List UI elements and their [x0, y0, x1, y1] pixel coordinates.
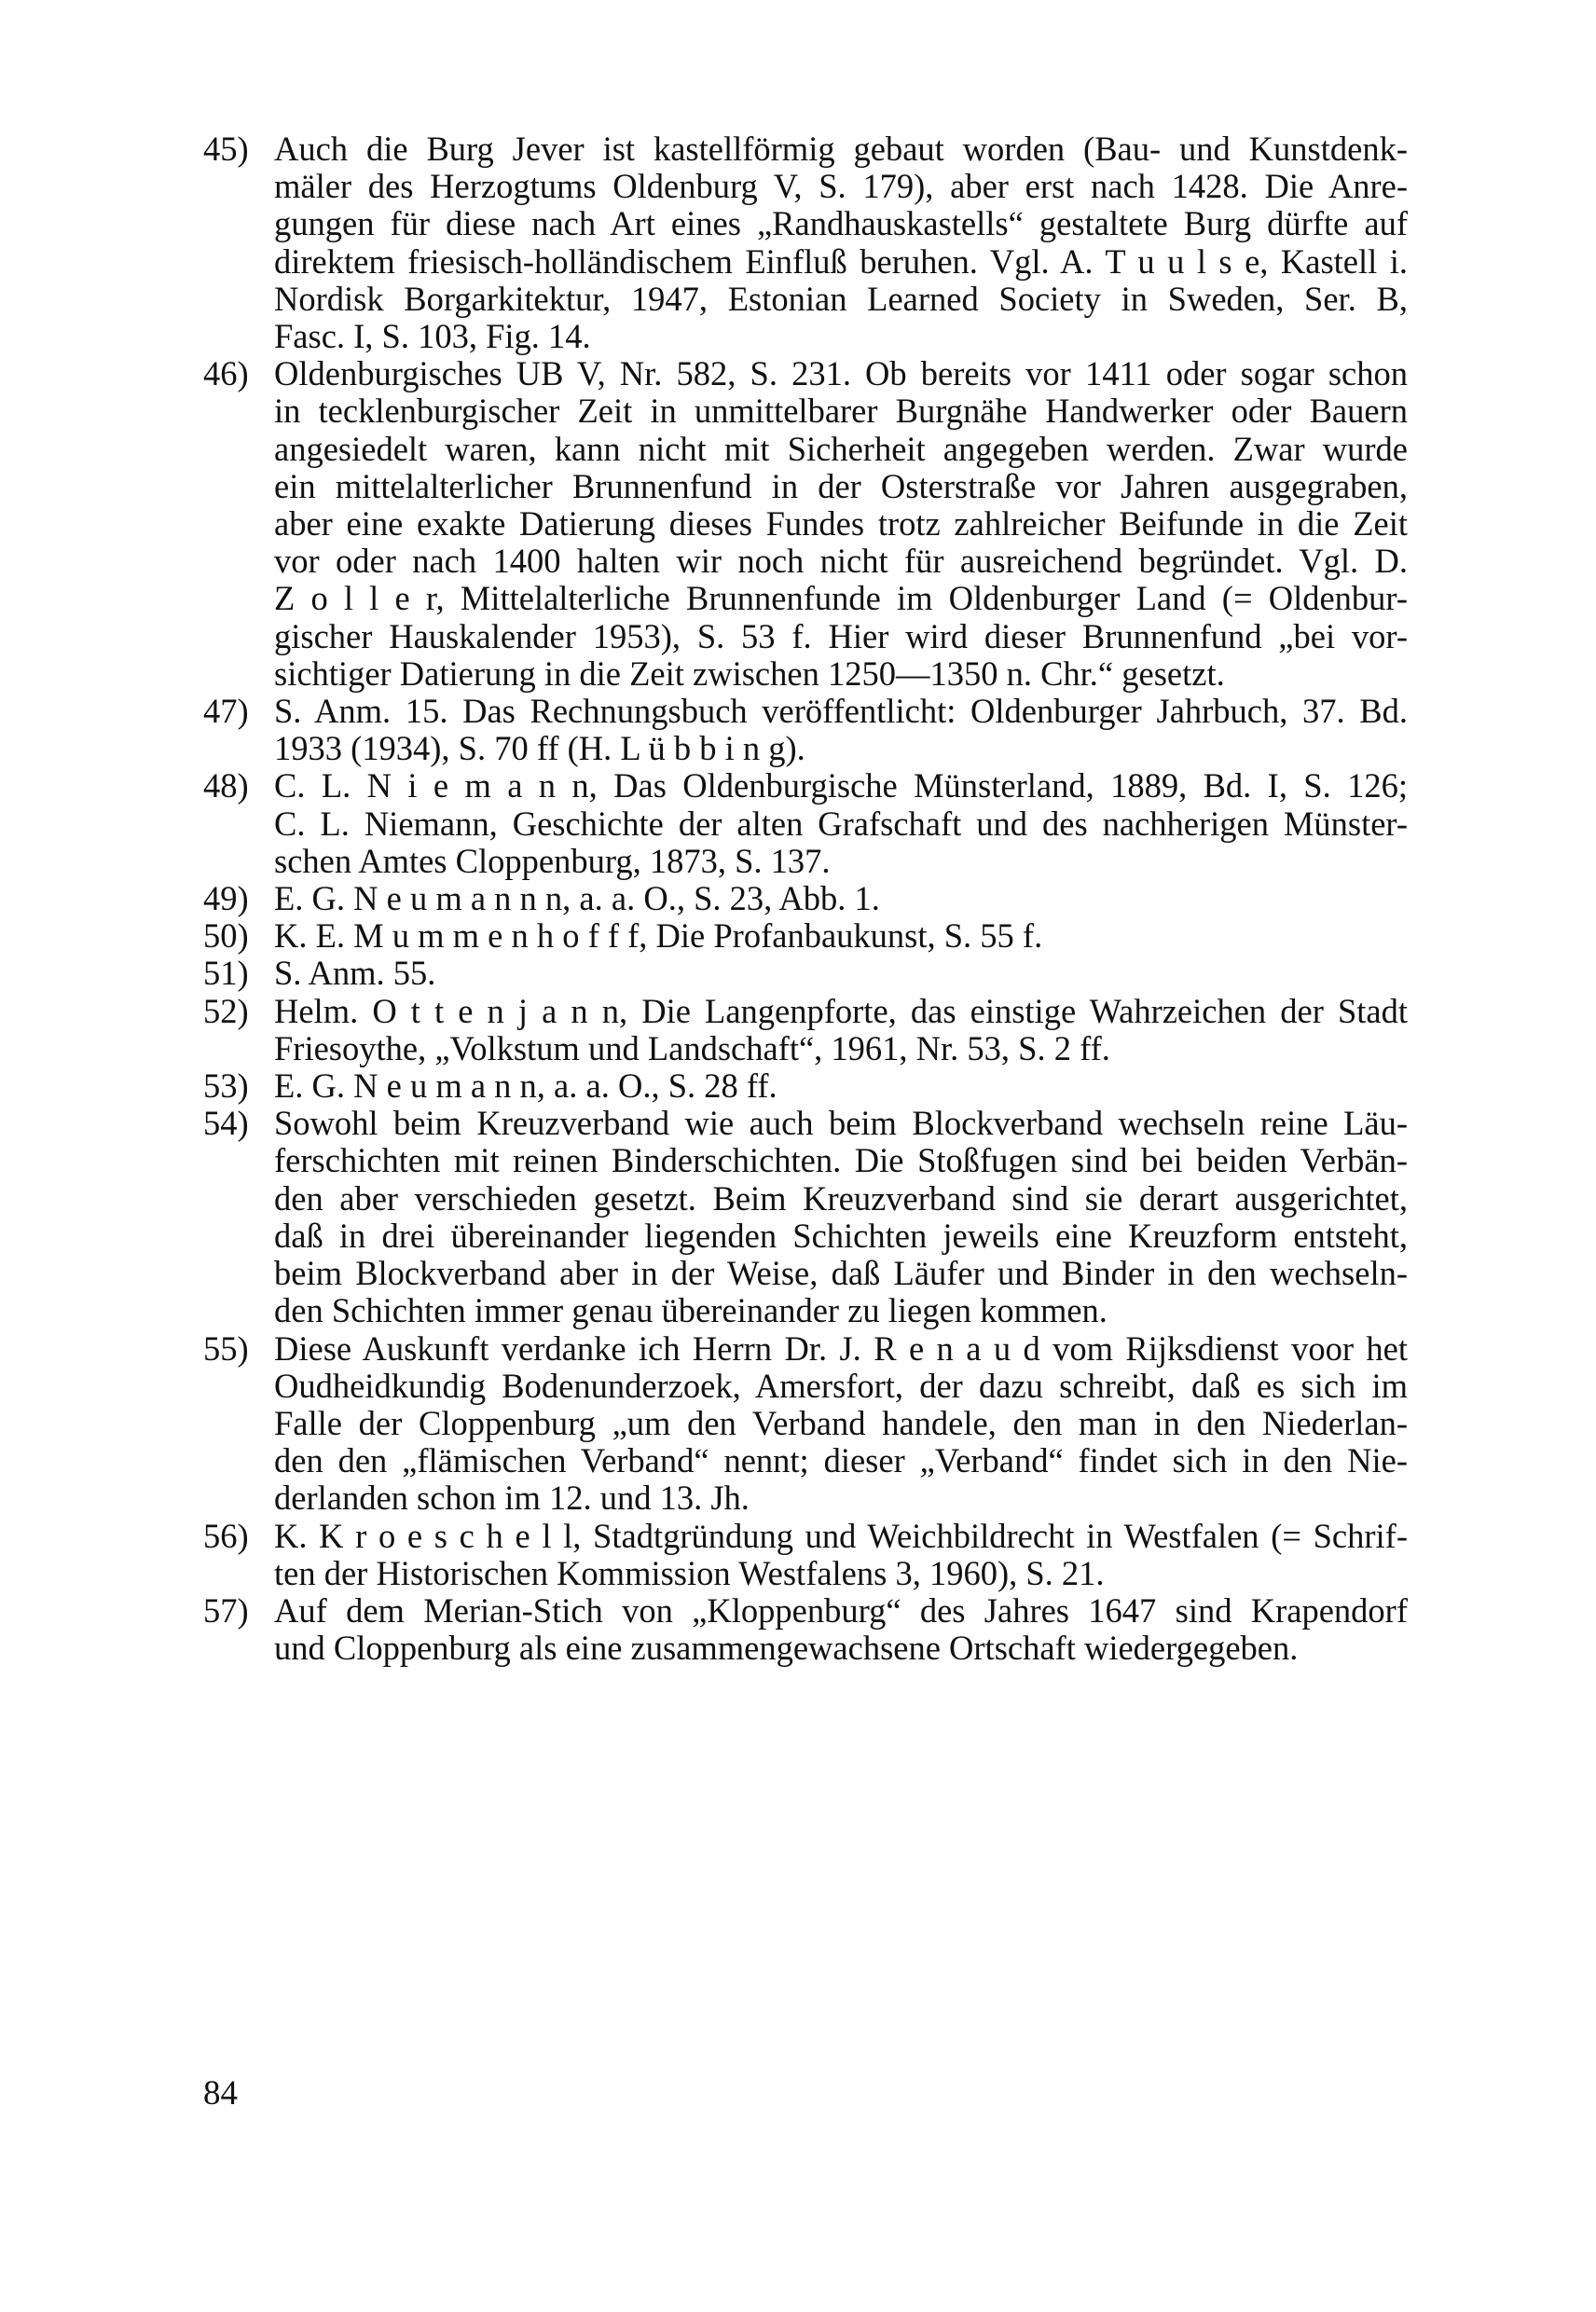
footnote-line: mäler des Herzogtums Oldenburg V, S. 179), aber erst nach 1428. Die Anre-: [274, 167, 1408, 206]
footnote-line: ferschichten mit reinen Binderschichten. Die Stoßfugen sind bei beiden Verbän-: [274, 1141, 1408, 1180]
footnote-number: 54): [203, 1104, 249, 1143]
footnote-line: Fasc. I, S. 103, Fig. 14.: [274, 317, 591, 356]
footnote-text: [274, 131, 1408, 355]
footnote-line: E. G. N e u m a n n n, a. a. O., S. 23, Abb. 1.: [274, 879, 880, 918]
footnote-line: C. L. Niemann, Geschichte der alten Grafschaft und des nachherigen Münster-: [274, 804, 1408, 843]
footnote-text: [274, 955, 1408, 992]
footnote-line: C. L. N i e m a n n, Das Oldenburgische Münsterland, 1889, Bd. I, S. 126;: [274, 766, 1408, 805]
footnote: [203, 355, 1408, 693]
footnote: [203, 993, 1408, 1067]
footnote-number: 51): [203, 954, 249, 993]
footnote: [203, 1592, 1408, 1667]
footnote-line: angesiedelt waren, kann nicht mit Sicherheit angegeben werden. Zwar wurde: [274, 429, 1408, 468]
footnote-number: 56): [203, 1516, 249, 1555]
page-number: 84: [203, 2074, 238, 2112]
footnote-text: [274, 1105, 1408, 1329]
footnote-text: [274, 355, 1408, 693]
footnote-line: Diese Auskunft verdanke ich Herrn Dr. J. R e n a u d vom Rijksdienst voor het: [274, 1328, 1408, 1368]
footnote-text: [274, 1067, 1408, 1105]
footnote-line: direktem friesisch-holländischem Einfluß beruhen. Vgl. A. T u u l s e, Kastell i.: [274, 241, 1408, 281]
footnote-line: in tecklenburgischer Zeit in unmittelbarer Burgnähe Handwerker oder Bauern: [274, 392, 1408, 431]
footnote-line: Oldenburgisches UB V, Nr. 582, S. 231. Ob bereits vor 1411 oder sogar schon: [274, 354, 1408, 393]
footnote-line: beim Blockverband aber in der Weise, daß Läufer und Binder in den wechseln-: [274, 1254, 1408, 1293]
footnote-list: [203, 131, 1408, 1667]
footnote-text: [274, 993, 1408, 1067]
footnote-line: gischer Hauskalender 1953), S. 53 f. Hier wird dieser Brunnenfund „bei vor-: [274, 616, 1408, 655]
footnote-line: S. Anm. 15. Das Rechnungsbuch veröffentlicht: Oldenburger Jahrbuch, 37. Bd.: [274, 692, 1408, 731]
footnote: [203, 1330, 1408, 1518]
footnote-number: 49): [203, 879, 249, 918]
footnote-line: Z o l l e r, Mittelalterliche Brunnenfunde im Oldenburger Land (= Oldenbur-: [274, 579, 1408, 618]
footnote-line: Auch die Burg Jever ist kastellförmig gebaut worden (Bau- und Kunstdenk-: [274, 130, 1408, 168]
footnote-line: Helm. O t t e n j a n n, Die Langenpforte, das einstige Wahrzeichen der Stadt: [274, 991, 1408, 1030]
footnote: [203, 880, 1408, 917]
footnote-line: sichtiger Datierung in die Zeit zwischen 1250—1350 n. Chr.“ gesetzt.: [274, 654, 1225, 693]
footnote-text: [274, 767, 1408, 880]
footnote-number: 46): [203, 354, 249, 393]
footnote-line: Auf dem Merian-Stich von „Kloppenburg“ des Jahres 1647 sind Krapendorf: [274, 1590, 1408, 1630]
footnote: [203, 1067, 1408, 1105]
footnote-number: 53): [203, 1067, 249, 1106]
footnote: [203, 131, 1408, 355]
footnote-number: 52): [203, 991, 249, 1030]
footnote: [203, 955, 1408, 992]
footnote-line: derlanden schon im 12. und 13. Jh.: [274, 1479, 750, 1518]
footnote-line: K. K r o e s c h e l l, Stadtgründung und Weichbildrecht in Westfalen (= Schrif-: [274, 1516, 1408, 1555]
footnote-line: den aber verschieden gesetzt. Beim Kreuzverband sind sie derart ausgerichtet,: [274, 1178, 1408, 1218]
footnote-line: daß in drei übereinander liegenden Schichten jeweils eine Kreuzform entsteht,: [274, 1216, 1408, 1255]
footnote-line: und Cloppenburg als eine zusammengewachsene Ortschaft wiedergegeben.: [274, 1629, 1299, 1668]
footnote-line: Nordisk Borgarkitektur, 1947, Estonian Learned Society in Sweden, Ser. B,: [274, 279, 1408, 318]
footnote-line: E. G. N e u m a n n, a. a. O., S. 28 ff.: [274, 1067, 777, 1106]
footnote-number: 48): [203, 766, 249, 805]
footnote: [203, 1105, 1408, 1329]
footnote-line: ein mittelalterlicher Brunnenfund in der Osterstraße vor Jahren ausgegraben,: [274, 466, 1408, 505]
footnote-line: schen Amtes Cloppenburg, 1873, S. 137.: [274, 841, 831, 880]
footnote-text: [274, 1330, 1408, 1518]
footnote-line: vor oder nach 1400 halten wir noch nicht für ausreichend begründet. Vgl. D.: [274, 542, 1408, 581]
footnote-line: S. Anm. 55.: [274, 954, 436, 993]
footnote-number: 55): [203, 1328, 249, 1368]
footnote: [203, 693, 1408, 767]
footnote-text: [274, 917, 1408, 955]
footnote-text: [274, 880, 1408, 917]
footnote-number: 47): [203, 692, 249, 731]
footnote-line: Sowohl beim Kreuzverband wie auch beim Blockverband wechseln reine Läu-: [274, 1104, 1408, 1143]
footnote-line: den den „flämischen Verband“ nennt; dieser „Verband“ findet sich in den Nie-: [274, 1441, 1408, 1480]
footnote-line: Falle der Cloppenburg „um den Verband handele, den man in den Niederlan-: [274, 1403, 1408, 1442]
footnote-text: [274, 1518, 1408, 1592]
footnote-line: Oudheidkundig Bodenunderzoek, Amersfort, der dazu schreibt, daß es sich im: [274, 1366, 1408, 1405]
footnote-number: 45): [203, 130, 249, 168]
footnote-text: [274, 693, 1408, 767]
footnote-number: 57): [203, 1590, 249, 1630]
footnote-line: den Schichten immer genau übereinander zu liegen kommen.: [274, 1291, 1108, 1330]
footnote-line: gungen für diese nach Art eines „Randhauskastells“ gestaltete Burg dürfte auf: [274, 204, 1408, 243]
footnote-line: 1933 (1934), S. 70 ff (H. L ü b b i n g).: [274, 729, 805, 768]
footnote-line: aber eine exakte Datierung dieses Fundes trotz zahlreicher Beifunde in die Zeit: [274, 504, 1408, 544]
footnote-line: ten der Historischen Kommission Westfalens 3, 1960), S. 21.: [274, 1553, 1105, 1592]
footnote-text: [274, 1592, 1408, 1667]
footnote-number: 50): [203, 916, 249, 956]
footnote: [203, 917, 1408, 955]
footnote: [203, 1518, 1408, 1592]
footnote-line: Friesoythe, „Volkstum und Landschaft“, 1961, Nr. 53, S. 2 ff.: [274, 1028, 1110, 1067]
footnote: [203, 767, 1408, 880]
footnote-line: K. E. M u m m e n h o f f f, Die Profanbaukunst, S. 55 f.: [274, 916, 1043, 956]
